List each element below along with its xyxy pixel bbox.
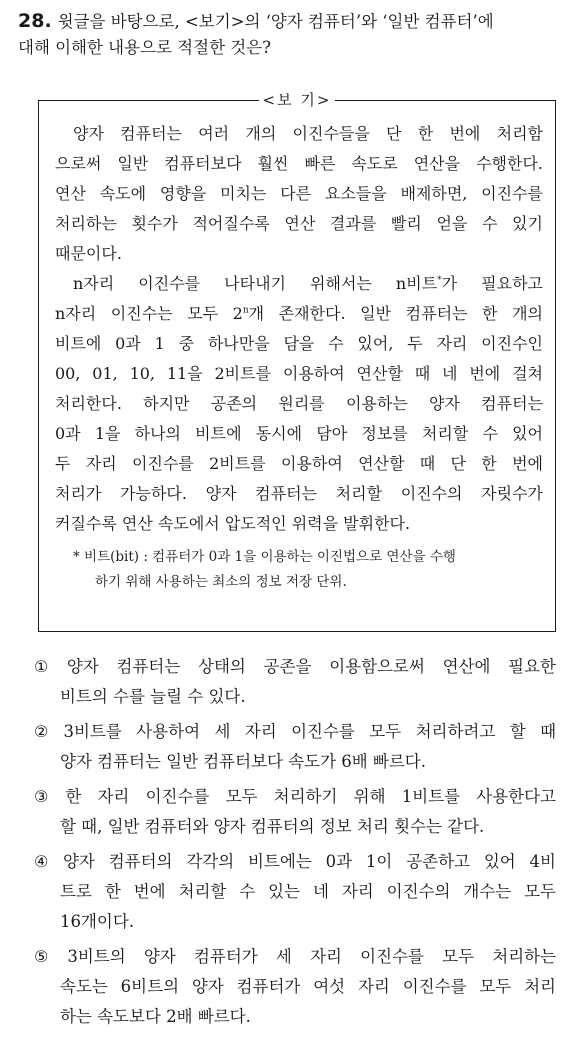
choice-marker: ② (34, 722, 58, 741)
bogi-paragraph-2 (55, 269, 543, 539)
bogi-body (55, 119, 543, 595)
answer-choices (34, 652, 556, 1037)
question-number: 28. (18, 10, 52, 32)
choice-1[interactable]: ① 양자 컴퓨터는 상태의 공존을 이용함으로써 연산에 필요한 비트의 수를 늘릴 수 있다. (34, 657, 557, 706)
choice-5[interactable]: ⑤ 3비트의 양자 컴퓨터가 세 자리 이진수를 모두 처리하는 속도는 6비트의 양자 컴퓨터가 여섯 자리 이진수를 모두 처리 하는 속도보다 2배 빠르다. (34, 947, 557, 1026)
bogi-line: 때문이다. (55, 244, 122, 263)
bogi-title: <보 기> (39, 89, 555, 111)
bogi-line: 처리하는 횟수가 적어질수록 연산 결과를 빨리 얻을 수 있기 (55, 214, 543, 233)
question-text-line-1: 윗글을 바탕으로, <보기>의 ‘양자 컴퓨터’와 ‘일반 컴퓨터’에 (57, 12, 494, 31)
bogi-line-with-exponent: n자리 이진수는 모두 2$^n$개 존재한다. 일반 컴퓨터는 한 개의 (55, 304, 543, 323)
footnote-asterisk: * (437, 275, 442, 286)
question-stem (18, 8, 560, 61)
choice-marker: ⑤ (34, 947, 62, 966)
bogi-line: 0과 1을 하나의 비트에 동시에 담아 정보를 처리할 수 있어 (55, 424, 543, 443)
footnote-line-1: * 비트(bit) : 컴퓨터가 0과 1을 이용하는 이진법으로 연산을 수행 (73, 549, 456, 565)
question-text-line-2: 대해 이해한 내용으로 적절한 것은? (18, 38, 271, 57)
choice-marker: ① (34, 657, 61, 676)
bogi-box (38, 91, 556, 632)
question-stem-line-1 (18, 8, 560, 35)
exponent-n: n (242, 305, 249, 316)
bogi-line: 처리한다. 하지만 공존의 원리를 이용하는 양자 컴퓨터는 (55, 394, 543, 413)
choice-marker: ④ (34, 852, 57, 871)
footnote-line-2: 하기 위해 사용하는 최소의 정보 저장 단위. (95, 574, 347, 590)
bogi-line: 커질수록 연산 속도에서 압도적인 위력을 발휘한다. (55, 514, 411, 533)
bogi-line-with-footnote-mark: n자리 이진수를 나타내기 위해서는 n비트*가 필요하고 (73, 274, 543, 293)
choice-4[interactable]: ④ 양자 컴퓨터의 각각의 비트에는 0과 1이 공존하고 있어 4비 트로 한 번에 처리할 수 있는 네 자리 이진수의 개수는 모두 16개이다. (34, 852, 556, 931)
bogi-line: 양자 컴퓨터는 여러 개의 이진수들을 단 한 번에 처리함 (73, 124, 543, 143)
choice-2[interactable]: ② 3비트를 사용하여 세 자리 이진수를 모두 처리하려고 할 때 양자 컴퓨터는 일반 컴퓨터보다 속도가 6배 빠르다. (34, 722, 557, 771)
choice-3[interactable]: ③ 한 자리 이진수를 모두 처리하기 위해 1비트를 사용한다고 할 때, 일반 컴퓨터와 양자 컴퓨터의 정보 처리 횟수는 같다. (34, 787, 557, 836)
bogi-line: 연산 속도에 영향을 미치는 다른 요소들을 배제하면, 이진수를 (55, 184, 543, 203)
choice-marker: ③ (34, 787, 60, 806)
bogi-line: 두 자리 이진수를 2비트를 이용하여 연산할 때 단 한 번에 (55, 454, 543, 473)
bogi-line: 비트에 0과 1 중 하나만을 담을 수 있어, 두 자리 이진수인 (55, 334, 543, 353)
footnote (55, 545, 543, 595)
bogi-line: 으로써 일반 컴퓨터보다 훨씬 빠른 속도로 연산을 수행한다. (55, 154, 543, 173)
bogi-line: 00, 01, 10, 11을 2비트를 이용하여 연산할 때 네 번에 걸쳐 (55, 364, 543, 383)
bogi-line: 처리가 가능하다. 양자 컴퓨터는 처리할 이진수의 자릿수가 (55, 484, 543, 503)
bogi-paragraph-1 (55, 119, 543, 269)
